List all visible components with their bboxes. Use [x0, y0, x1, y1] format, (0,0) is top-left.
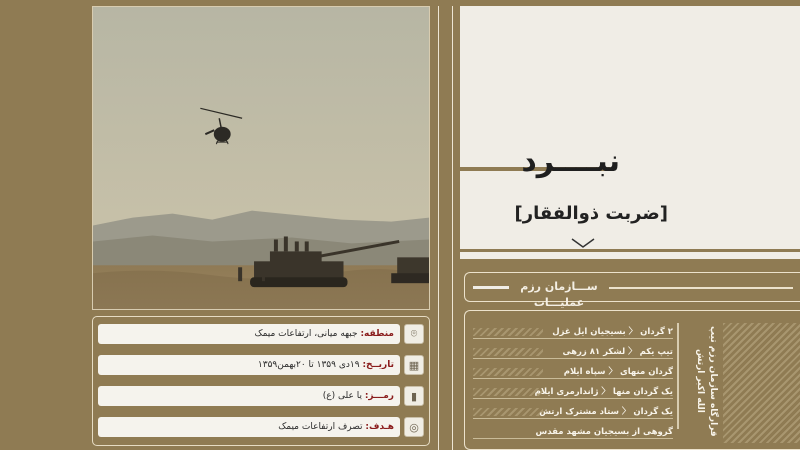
region-label: منطقه: — [360, 329, 394, 339]
region-value: جبهه میانی، ارتفاعات میمک — [254, 329, 361, 339]
operation-name: [ضربت ذوالفقار] — [514, 203, 668, 224]
code-value: یا علی (ع) — [322, 391, 365, 401]
calendar-icon: ▦ — [404, 355, 424, 375]
info-row-goal — [98, 417, 424, 437]
org-header — [464, 272, 800, 309]
header-stripe — [473, 286, 511, 289]
list-item: ۲ گردان 〈 بسیجیان ایل غزل — [473, 325, 673, 339]
code-label: رمـــز: — [364, 391, 394, 401]
list-item: تیپ یکم 〈 لشکر ۸۱ زرهی — [473, 345, 673, 359]
divider — [452, 6, 453, 450]
info-row-region — [98, 324, 424, 344]
list-item: یک گردان 〈 ستاد مشترک ارتش — [473, 405, 673, 419]
goal-value: تصرف ارتفاعات میمک — [278, 422, 366, 432]
org-header-title: ســـازمان رزم عملیـــات — [509, 279, 609, 295]
info-row-date — [98, 355, 424, 375]
divider — [438, 6, 439, 450]
list-item: یک گردان منها 〈 ژاندارمری ایلام — [473, 385, 673, 399]
battle-photo — [92, 6, 430, 310]
info-row-code — [98, 386, 424, 406]
target-icon: ◎ — [404, 417, 424, 437]
org-bracket — [677, 323, 679, 429]
page-title: نبــــرد — [521, 144, 620, 179]
hatch-decoration — [723, 323, 800, 443]
hq-label: قرارگاه سازمان رزم تیپ الله اکبر ارتش — [695, 325, 718, 437]
title-panel — [460, 6, 800, 259]
list-item: گروهی از بسیجیان مشهد مقدس — [473, 425, 673, 439]
operation-info-panel — [92, 316, 430, 446]
title-bottom-rule — [460, 249, 800, 252]
date-value: ۱۹دی ۱۳۵۹ تا ۲۰بهمن۱۳۵۹ — [257, 360, 363, 370]
goal-label: هـدف: — [365, 422, 394, 432]
chevron-down-icon[interactable] — [570, 237, 596, 249]
list-item: گردان منهای 〈 سپاه ایلام — [473, 365, 673, 379]
date-label: تاریــخ: — [362, 360, 394, 370]
org-units-panel — [464, 310, 800, 450]
lamp-icon: ▮ — [404, 386, 424, 406]
map-pin-icon: ⌾ — [404, 324, 424, 344]
